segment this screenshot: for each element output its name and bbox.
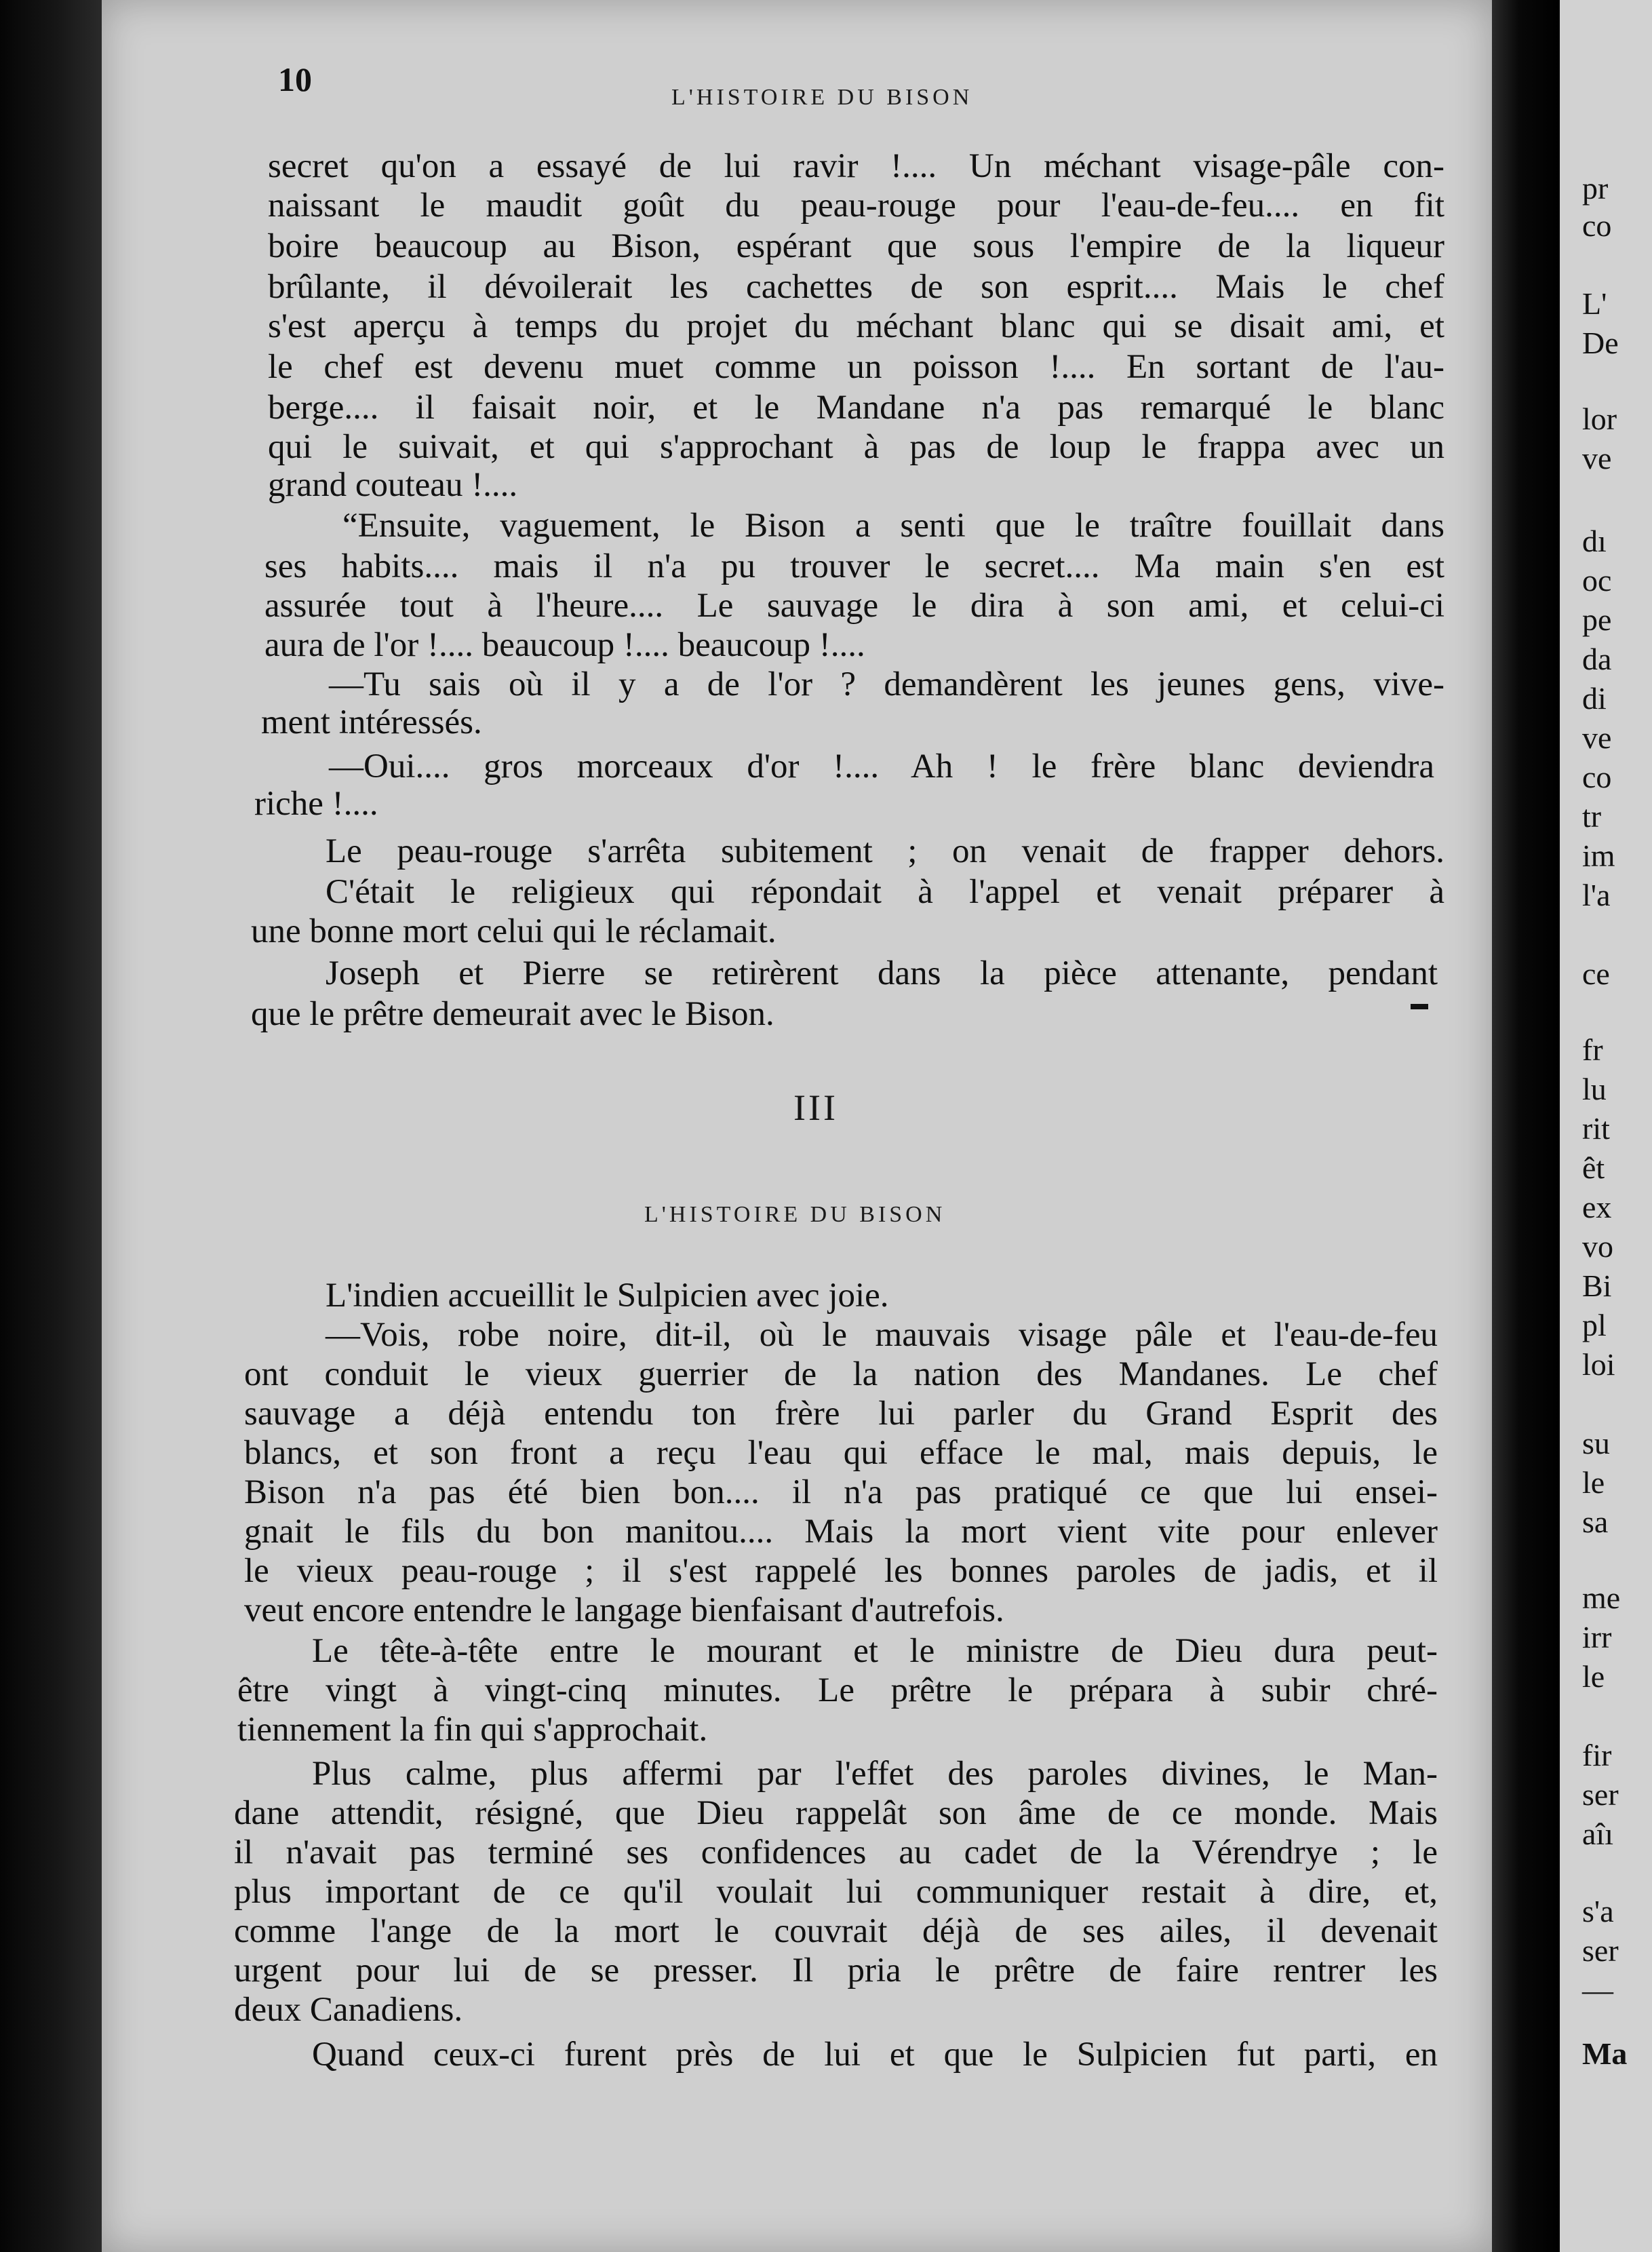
next-page-fragment: Ma: [1582, 2036, 1628, 2071]
text-line: Le peau-rouge s'arrêta subitement ; on venait de frapper dehors.: [326, 832, 1444, 870]
next-page-fragment: vo: [1582, 1229, 1613, 1264]
running-title: L'HISTOIRE DU BISON: [671, 85, 973, 110]
next-page-fragment: fr: [1582, 1032, 1603, 1067]
text-line: veut encore entendre le langage bienfaisant d'autrefois.: [244, 1591, 1004, 1629]
next-page-fragment: Bi: [1582, 1268, 1612, 1303]
text-line: comme l'ange de la mort le couvrait déjà de ses ailes, il devenait: [234, 1912, 1438, 1950]
margin-mark: [1411, 1004, 1428, 1009]
text-line: tiennement la fin qui s'approchait.: [237, 1711, 708, 1749]
text-line: —Oui.... gros morceaux d'or !.... Ah ! le frère blanc deviendra: [329, 748, 1434, 785]
text-line: —Tu sais où il y a de l'or ? demandèrent les jeunes gens, vive-: [329, 665, 1444, 703]
chapter-title: L'HISTOIRE DU BISON: [644, 1202, 946, 1227]
text-line: assurée tout à l'heure.... Le sauvage le dira à son ami, et celui-ci: [264, 587, 1444, 625]
next-page-fragment: pl: [1582, 1308, 1607, 1342]
next-page-fragment: fir: [1582, 1738, 1612, 1772]
text-line: boire beaucoup au Bison, espérant que sous l'empire de la liqueur: [268, 227, 1444, 265]
text-line: Le tête-à-tête entre le mourant et le ministre de Dieu dura peut-: [312, 1632, 1438, 1670]
text-line: deux Canadiens.: [234, 1991, 463, 2029]
text-line: il n'avait pas terminé ses confidences au cadet de la Vérendrye ; le: [234, 1833, 1438, 1871]
next-page-fragment: De: [1582, 326, 1619, 360]
next-page-fragment: pe: [1582, 602, 1612, 637]
text-line: —Vois, robe noire, dit-il, où le mauvais visage pâle et l'eau-de-feu: [326, 1316, 1438, 1354]
next-page-fragment: ce: [1582, 956, 1610, 991]
next-page-fragment: loi: [1582, 1347, 1615, 1382]
next-page-fragment: dı: [1582, 524, 1607, 558]
next-page-fragment: L': [1582, 286, 1607, 321]
text-line: le vieux peau-rouge ; il s'est rappelé les bonnes paroles de jadis, et il: [244, 1552, 1438, 1590]
next-page-fragment: aîı: [1582, 1817, 1613, 1851]
next-page-fragment: —: [1582, 1973, 1613, 2007]
next-page-fragment: ve: [1582, 441, 1612, 475]
text-line: C'était le religieux qui répondait à l'appel et venait préparer à: [326, 873, 1444, 911]
text-line: riche !....: [254, 785, 378, 823]
next-page-fragment: lor: [1582, 402, 1617, 436]
next-page-fragment: me: [1582, 1580, 1621, 1615]
next-page-fragment: irr: [1582, 1620, 1612, 1654]
text-line: ment intéressés.: [261, 703, 482, 741]
next-page-fragment: ser: [1582, 1777, 1619, 1812]
next-page-fragment: tr: [1582, 799, 1602, 834]
text-line: berge.... il faisait noir, et le Mandane n'a pas remarqué le blanc: [268, 389, 1444, 427]
text-line: Joseph et Pierre se retirèrent dans la pièce attenante, pendant: [326, 954, 1438, 992]
next-page-fragment: ser: [1582, 1933, 1619, 1968]
left-page-edge: [0, 0, 102, 2252]
text-line: grand couteau !....: [268, 466, 518, 504]
chapter-number: III: [793, 1087, 838, 1128]
page-number: 10: [278, 60, 312, 98]
text-line: Bison n'a pas été bien bon.... il n'a pas pratiqué ce que lui ensei-: [244, 1473, 1438, 1511]
next-page-fragment: da: [1582, 642, 1612, 676]
next-page-fragment: lu: [1582, 1072, 1607, 1106]
text-line: aura de l'or !.... beaucoup !.... beaucoup !....: [264, 626, 865, 664]
next-page-fragment: rit: [1582, 1111, 1610, 1146]
text-line: être vingt à vingt-cinq minutes. Le prêtre le prépara à subir chré-: [237, 1671, 1438, 1709]
next-page-fragment: co: [1582, 208, 1612, 243]
text-line: blancs, et son front a reçu l'eau qui efface le mal, mais depuis, le: [244, 1434, 1438, 1472]
text-line: s'est aperçu à temps du projet du méchant blanc qui se disait ami, et: [268, 307, 1444, 345]
text-line: “Ensuite, vaguement, le Bison a senti que le traître fouillait dans: [342, 507, 1444, 545]
next-page-fragment: êt: [1582, 1150, 1605, 1185]
next-page-fragment: di: [1582, 681, 1607, 716]
text-line: que le prêtre demeurait avec le Bison.: [251, 995, 774, 1033]
text-line: Plus calme, plus affermi par l'effet des paroles divines, le Man-: [312, 1755, 1438, 1793]
next-page-fragment: le: [1582, 1659, 1605, 1694]
text-line: naissant le maudit goût du peau-rouge pour l'eau-de-feu.... en fit: [268, 187, 1444, 225]
next-page-fragment: su: [1582, 1426, 1610, 1460]
text-line: secret qu'on a essayé de lui ravir !.... Un méchant visage-pâle con-: [268, 147, 1444, 185]
text-line: ses habits.... mais il n'a pu trouver le secret.... Ma main s'en est: [264, 547, 1444, 585]
text-line: sauvage a déjà entendu ton frère lui parler du Grand Esprit des: [244, 1395, 1438, 1433]
text-line: brûlante, il dévoilerait les cachettes de son esprit.... Mais le chef: [268, 268, 1444, 306]
next-page-fragment: co: [1582, 760, 1612, 794]
text-line: dane attendit, résigné, que Dieu rappelât son âme de ce monde. Mais: [234, 1794, 1438, 1832]
next-page-fragment: pr: [1582, 171, 1609, 206]
book-gutter: [1492, 0, 1560, 2252]
next-page-fragment: ex: [1582, 1190, 1612, 1224]
text-line: Quand ceux-ci furent près de lui et que le Sulpicien fut parti, en: [312, 2036, 1438, 2074]
text-line: gnait le fils du bon manitou.... Mais la mort vient vite pour enlever: [244, 1513, 1438, 1551]
next-page-fragment: le: [1582, 1465, 1605, 1500]
text-line: plus important de ce qu'il voulait lui communiquer restait à dire, et,: [234, 1873, 1438, 1911]
text-line: une bonne mort celui qui le réclamait.: [251, 912, 776, 950]
next-page-fragment: s'a: [1582, 1894, 1614, 1928]
text-line: le chef est devenu muet comme un poisson !.... En sortant de l'au-: [268, 348, 1444, 386]
text-line: urgent pour lui de se presser. Il pria le prêtre de faire rentrer les: [234, 1952, 1438, 1989]
next-page-fragment: ve: [1582, 720, 1612, 755]
next-page-fragment: im: [1582, 838, 1615, 873]
next-page-fragment: sa: [1582, 1504, 1609, 1539]
text-line: L'indien accueillit le Sulpicien avec joie.: [326, 1277, 889, 1315]
text-line: qui le suivait, et qui s'approchant à pas de loup le frappa avec un: [268, 428, 1444, 466]
text-line: ont conduit le vieux guerrier de la nation des Mandanes. Le chef: [244, 1355, 1438, 1393]
next-page-fragment: l'a: [1582, 878, 1611, 912]
next-page-fragment: oc: [1582, 563, 1612, 598]
